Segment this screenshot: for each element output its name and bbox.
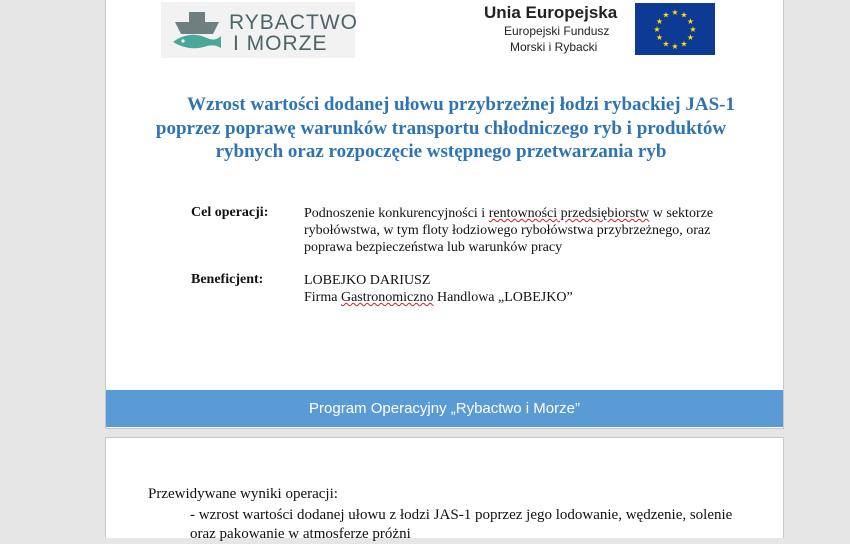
- svg-text:★: ★: [671, 8, 679, 17]
- firma-text-part: Handlowa „LOBEJKO”: [433, 290, 573, 305]
- svg-text:★: ★: [655, 33, 664, 42]
- svg-text:★: ★: [662, 10, 670, 20]
- svg-text:★: ★: [653, 25, 661, 34]
- footer-text: Program Operacyjny „Rybactwo i Morze”: [309, 400, 580, 417]
- cel-text-spellcheck-word: rentowności: [488, 206, 558, 221]
- svg-text:★: ★: [680, 10, 688, 20]
- eu-logo-title: Unia Europejska: [484, 3, 618, 22]
- svg-text:★: ★: [689, 25, 697, 34]
- document-page-2: [105, 437, 784, 542]
- svg-text:★: ★: [686, 33, 695, 42]
- cel-text-spellcheck-word: przedsiębiorstw: [557, 206, 650, 221]
- fish-boat-icon: [169, 8, 227, 52]
- firma-spellcheck-word: Gastronomiczno: [340, 290, 434, 305]
- footer-band: [106, 390, 783, 427]
- svg-text:★: ★: [680, 39, 688, 49]
- document-title: Wzrost wartości dodanej ułowu przybrzeżnej łodzi rybackiej JAS-1 poprzez poprawę warunków transportu chłodniczego ryb i produktów rybnych oraz rozpoczęcie wstępnego przetwarzania ryb: [155, 94, 735, 162]
- eu-logo-fund-line1: Europejski Fundusz: [504, 24, 610, 38]
- svg-text:★: ★: [655, 17, 664, 26]
- cel-text-part: Podnoszenie konkurencyjności i: [304, 206, 489, 221]
- rybactwo-i-morze-logo: [161, 2, 358, 58]
- cel-operacji-text: [304, 205, 714, 256]
- beneficjent-firma: [304, 289, 714, 306]
- svg-text:★: ★: [686, 17, 695, 26]
- logo-text-i-morze: I MORZE: [233, 32, 328, 55]
- eu-logo-fund-line2: Morski i Rybacki: [510, 40, 598, 54]
- beneficjent-name: LOBEJKO DARIUSZ: [304, 273, 431, 288]
- results-heading: Przewidywane wyniki operacji:: [148, 486, 338, 502]
- logo-text-rybactwo: RYBACTWO: [229, 11, 358, 34]
- beneficjent-label: Beneficjent:: [191, 272, 264, 287]
- cel-operacji-label: Cel operacji:: [191, 205, 269, 220]
- svg-text:★: ★: [662, 39, 670, 49]
- firma-text-part: Firma: [304, 290, 341, 305]
- cel-text-part: w sektorze rybołówstwa, w tym floty łodziowego rybołówstwa przybrzeżnego, oraz poprawa bezpieczeństwa lub warunków pracy: [304, 206, 714, 255]
- svg-text:★: ★: [671, 42, 679, 51]
- results-item: - wzrost wartości dodanej ułowu z łodzi JAS-1 poprzez jego lodowanie, wędzenie, solenie oraz pakowanie w atmosferze próżni: [190, 507, 733, 542]
- eu-flag-icon: [635, 3, 715, 55]
- document-page-1: [105, 0, 784, 429]
